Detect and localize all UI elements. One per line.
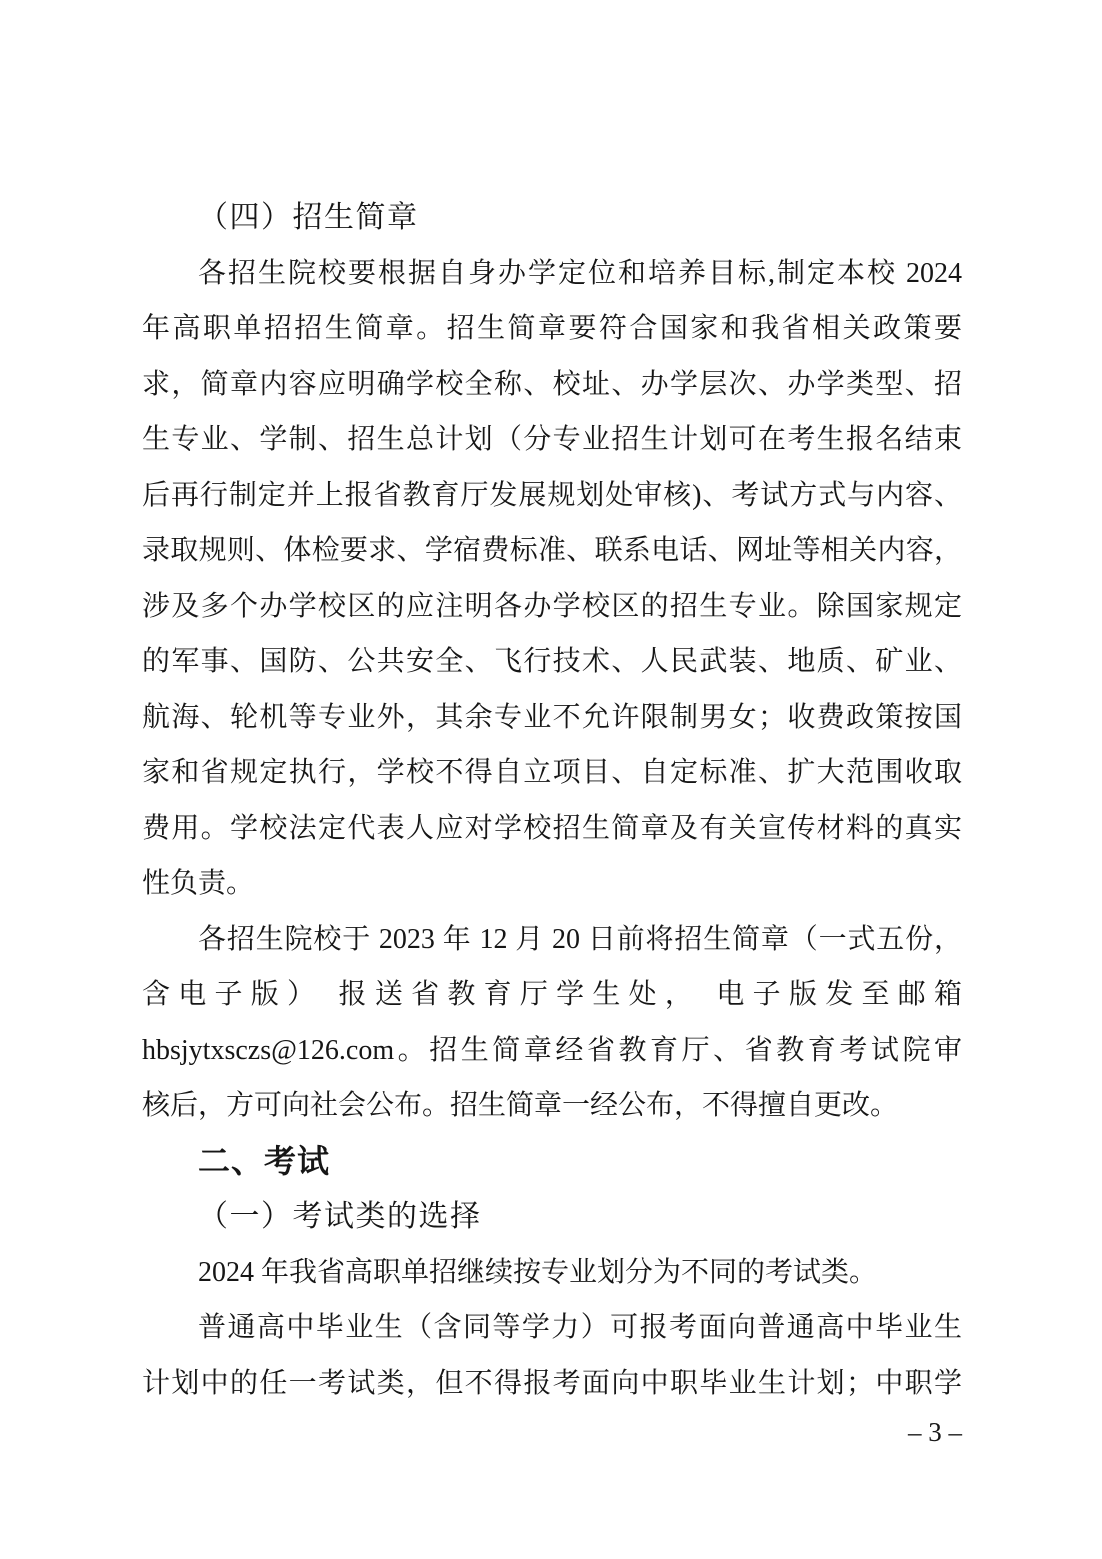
text-line-17: 核后，方可向社会公布。招生简章一经公布，不得擅自更改。	[142, 1090, 899, 1121]
document-content	[142, 190, 962, 1411]
text-line-5: 生专业、学制、招生总计划（分专业招生计划可在考生报名结束	[142, 424, 962, 455]
text-line-14: 各招生院校于 2023 年 12 月 20 日前将招生简章（一式五份，	[198, 923, 962, 955]
text-line-8: 涉及多个办学校区的应注明各办学校区的招生专业。除国家规定	[142, 590, 962, 622]
text-line-19: （一）考试类的选择	[198, 1200, 482, 1233]
text-line-9: 的军事、国防、公共安全、飞行技术、人民武装、地质、矿业、	[142, 646, 962, 677]
text-line-4: 求，简章内容应明确学校全称、校址、办学层次、办学类型、招	[142, 368, 962, 400]
text-line-15: 含电子版） 报送省教育厅学生处， 电子版发至邮箱	[142, 979, 962, 1010]
text-line-18: 二、考试	[198, 1142, 331, 1179]
text-line-16: hbsjytxsczs@126.com。招生简章经省教育厅、省教育考试院审	[142, 1034, 962, 1066]
text-line-1: （四）招生简章	[198, 201, 419, 234]
text-line-22: 计划中的任一考试类，但不得报考面向中职毕业生计划；中职学	[142, 1367, 962, 1399]
text-line-2: 各招生院校要根据自身办学定位和培养目标,制定本校 2024	[198, 257, 962, 289]
text-line-13: 性负责。	[142, 868, 255, 899]
text-line-7: 录取规则、体检要求、学宿费标准、联系电话、网址等相关内容，	[142, 535, 962, 566]
page-number: – 3 –	[908, 1417, 962, 1447]
text-line-6: 后再行制定并上报省教育厅发展规划处审核)、考试方式与内容、	[142, 479, 962, 511]
text-line-20: 2024 年我省高职单招继续按专业划分为不同的考试类。	[198, 1256, 878, 1288]
text-line-3: 年高职单招招生简章。招生简章要符合国家和我省相关政策要	[142, 313, 962, 344]
text-line-10: 航海、轮机等专业外，其余专业不允许限制男女；收费政策按国	[142, 701, 962, 733]
text-line-11: 家和省规定执行，学校不得自立项目、自定标准、扩大范围收取	[142, 757, 962, 788]
text-line-21: 普通高中毕业生（含同等学力）可报考面向普通高中毕业生	[198, 1312, 962, 1343]
text-line-12: 费用。学校法定代表人应对学校招生简章及有关宣传材料的真实	[142, 812, 962, 844]
